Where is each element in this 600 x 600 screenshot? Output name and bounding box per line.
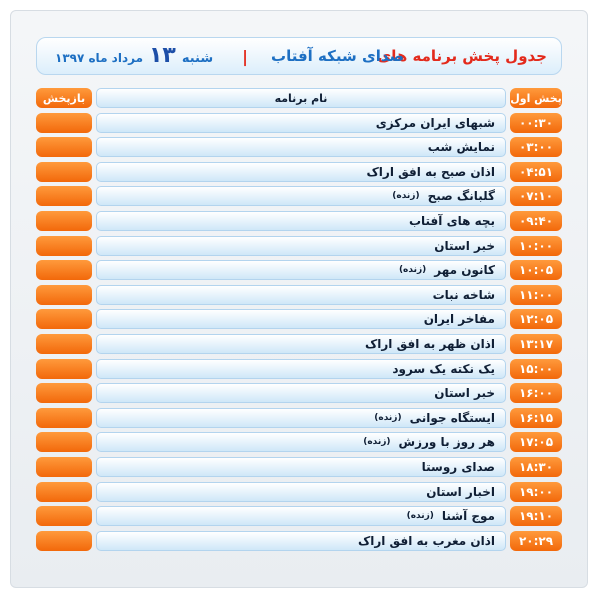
table-row: [36, 308, 562, 333]
program-name: شاخه نبات: [432, 287, 495, 302]
program-name-cell: [96, 186, 506, 206]
program-name-cell: [96, 137, 506, 157]
rerun-cell: [36, 408, 92, 428]
rerun-cell: [36, 260, 92, 280]
table-row: [36, 210, 562, 235]
first-broadcast-time: ۱۸:۳۰: [510, 457, 562, 477]
program-name: گلبانگ صبح: [427, 189, 495, 204]
table-row: [36, 185, 562, 210]
table-row: [36, 431, 562, 456]
first-broadcast-time: ۱۰:۰۵: [510, 260, 562, 280]
program-name-cell: [96, 236, 506, 256]
rerun-cell: [36, 432, 92, 452]
program-name: شبهای ایران مرکزی: [375, 115, 495, 130]
first-broadcast-time: ۱۹:۰۰: [510, 482, 562, 502]
program-name: اذان ظهر به افق اراک: [364, 336, 495, 351]
first-broadcast-time: ۰۴:۵۱: [510, 162, 562, 182]
month-year-label: مرداد ماه ۱۳۹۷: [55, 51, 143, 65]
title-separator: |: [242, 47, 248, 66]
day-number: ۱۳: [149, 43, 176, 68]
table-row: [36, 333, 562, 358]
program-name: خبر استان: [434, 238, 495, 253]
program-name: ایستگاه جوانی: [409, 410, 495, 425]
program-name-cell: [96, 457, 506, 477]
program-name-cell: [96, 531, 506, 551]
rerun-cell: [36, 236, 92, 256]
channel-name: صدای شبکه آفتاب: [271, 47, 404, 65]
first-broadcast-time: ۰۳:۰۰: [510, 137, 562, 157]
program-name-cell: [96, 334, 506, 354]
rerun-cell: [36, 457, 92, 477]
live-note: (زنده): [406, 511, 434, 522]
table-header-row: [36, 87, 562, 112]
rerun-cell: [36, 309, 92, 329]
first-broadcast-time: ۰۹:۴۰: [510, 211, 562, 231]
program-name-cell: [96, 359, 506, 379]
table-row: [36, 235, 562, 260]
column-header-program-name: نام برنامه: [96, 88, 506, 108]
table-row: [36, 505, 562, 530]
program-name-cell: [96, 260, 506, 280]
live-note: (زنده): [398, 265, 427, 276]
table-row: [36, 481, 562, 506]
program-name: مفاخر ایران: [423, 312, 495, 327]
table-row: [36, 284, 562, 309]
rerun-cell: [36, 162, 92, 182]
program-name: خبر استان: [434, 386, 495, 401]
rerun-cell: [36, 482, 92, 502]
program-name-cell: [96, 408, 506, 428]
rerun-cell: [36, 285, 92, 305]
program-name: اذان صبح به افق اراک: [366, 164, 495, 179]
program-name-cell: [96, 285, 506, 305]
program-name: صدای روستا: [421, 459, 495, 474]
first-broadcast-time: ۱۵:۰۰: [510, 359, 562, 379]
program-name-cell: [96, 113, 506, 133]
rerun-cell: [36, 359, 92, 379]
rerun-cell: [36, 211, 92, 231]
first-broadcast-time: ۱۲:۰۵: [510, 309, 562, 329]
schedule-date: [55, 44, 213, 68]
program-name: هر روز با ورزش: [398, 435, 495, 450]
rerun-cell: [36, 113, 92, 133]
rerun-cell: [36, 506, 92, 526]
rerun-cell: [36, 383, 92, 403]
first-broadcast-time: ۱۰:۰۰: [510, 236, 562, 256]
first-broadcast-time: ۱۳:۱۷: [510, 334, 562, 354]
table-row: [36, 112, 562, 137]
program-name: کانون مهر: [434, 263, 495, 278]
live-note: (زنده): [363, 437, 391, 448]
first-broadcast-time: ۱۶:۱۵: [510, 408, 562, 428]
live-note: (زنده): [374, 412, 402, 423]
table-row: [36, 259, 562, 284]
live-note: (زنده): [392, 191, 420, 202]
schedule-table: [36, 87, 562, 554]
first-broadcast-time: ۱۹:۱۰: [510, 506, 562, 526]
program-name: اذان مغرب به افق اراک: [357, 533, 495, 548]
program-name-cell: [96, 162, 506, 182]
first-broadcast-time: ۲۰:۲۹: [510, 531, 562, 551]
weekday-label: شنبه: [181, 51, 214, 66]
program-name: موج آشنا: [441, 509, 495, 524]
table-row: [36, 456, 562, 481]
first-broadcast-time: ۱۷:۰۵: [510, 432, 562, 452]
table-row: [36, 161, 562, 186]
first-broadcast-time: ۱۶:۰۰: [510, 383, 562, 403]
table-row: [36, 530, 562, 555]
rerun-cell: [36, 334, 92, 354]
rerun-cell: [36, 531, 92, 551]
table-row: [36, 136, 562, 161]
program-name-cell: [96, 482, 506, 502]
column-header-rerun: بازپخش: [36, 88, 92, 108]
first-broadcast-time: ۱۱:۰۰: [510, 285, 562, 305]
first-broadcast-time: ۰۰:۳۰: [510, 113, 562, 133]
schedule-header: [36, 37, 562, 75]
schedule-title: جدول پخش برنامه های: [377, 47, 547, 65]
program-name-cell: [96, 309, 506, 329]
table-row: [36, 382, 562, 407]
program-name-cell: [96, 383, 506, 403]
rerun-cell: [36, 186, 92, 206]
program-name-cell: [96, 506, 506, 526]
program-name: اخبار استان: [426, 484, 495, 499]
program-name: یک نکته یک سرود: [392, 361, 495, 376]
table-body: [36, 112, 562, 555]
rerun-cell: [36, 137, 92, 157]
program-name-cell: [96, 432, 506, 452]
column-header-first-broadcast: پخش اول: [510, 88, 562, 108]
program-name: بچه های آفتاب: [408, 213, 495, 228]
program-name-cell: [96, 211, 506, 231]
program-name: نمایش شب: [427, 140, 495, 155]
first-broadcast-time: ۰۷:۱۰: [510, 186, 562, 206]
table-row: [36, 358, 562, 383]
table-row: [36, 407, 562, 432]
